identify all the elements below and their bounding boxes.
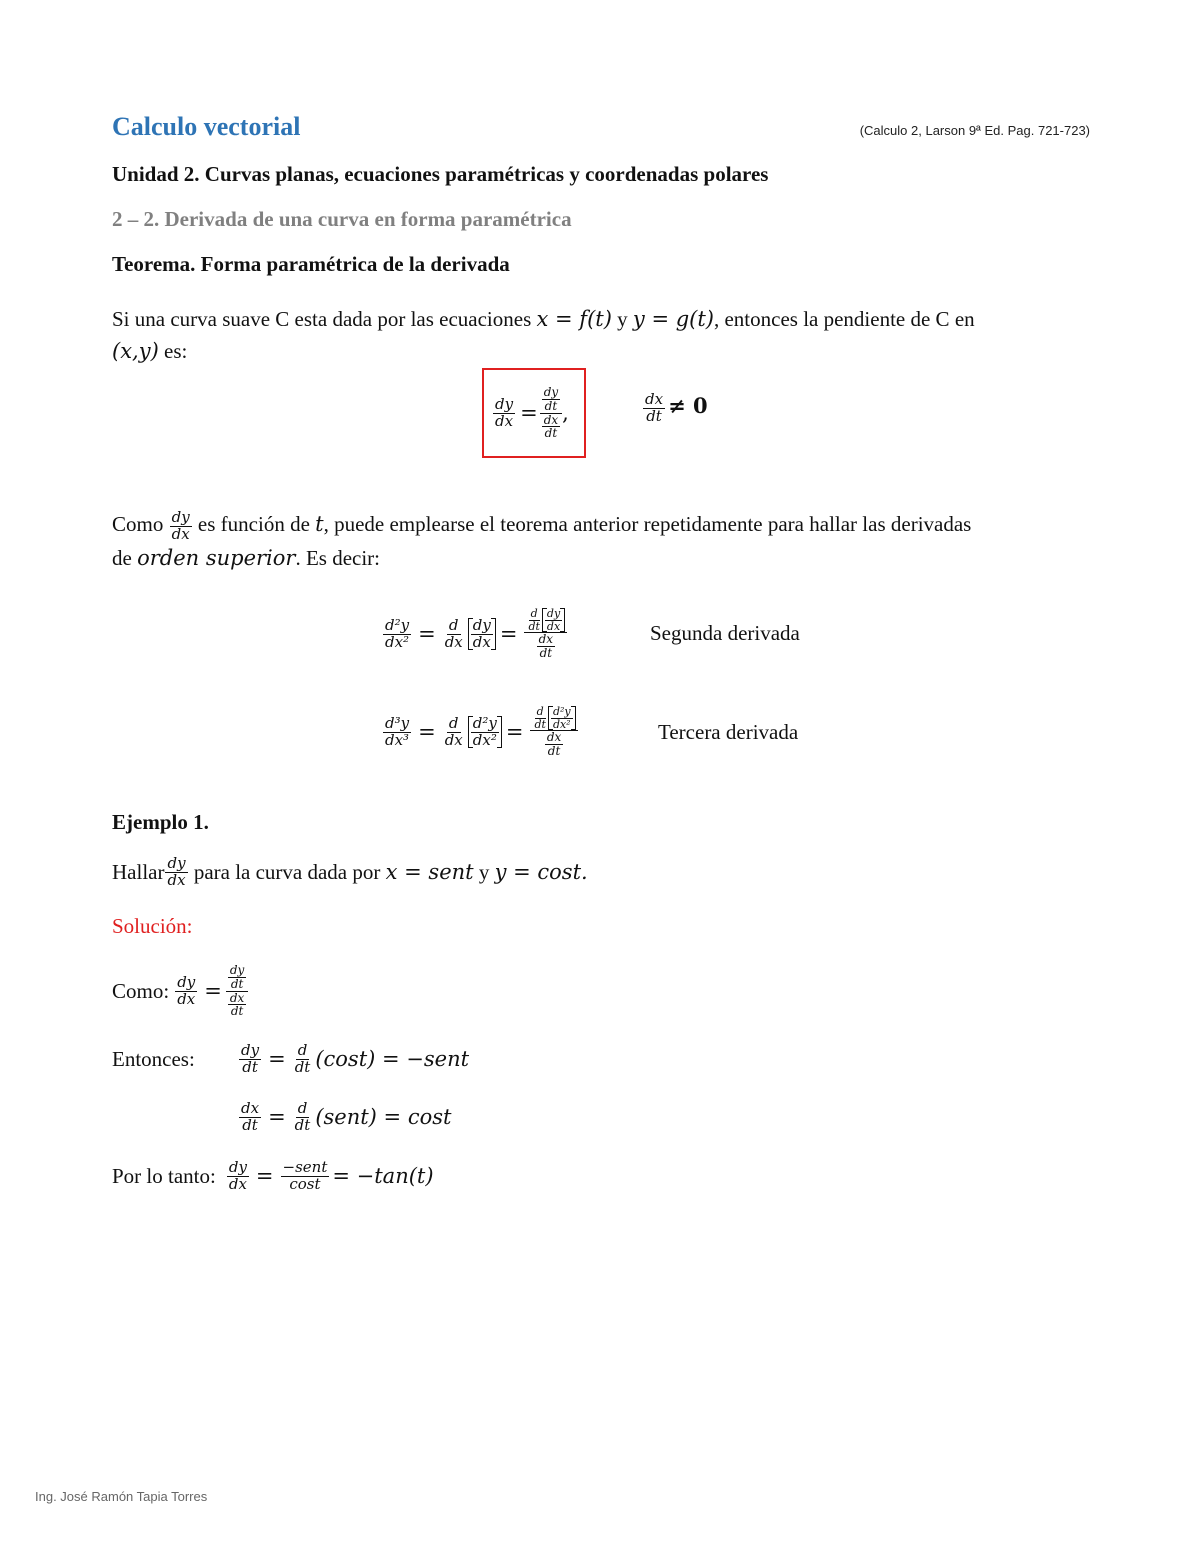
second-derivative-label: Segunda derivada (650, 621, 800, 645)
solution-label: Solución: (112, 914, 193, 938)
formula-dy-dx: $\frac{dy}{dx}$ = $\frac{dy}{dt}$ $\frac{dx}{dt}$ , (495, 385, 569, 441)
example-statement: Hallar dy dx para la curva dada por x = sent y y = cost. (112, 854, 588, 889)
footer-author: Ing. José Ramón Tapia Torres (35, 1489, 208, 1504)
solution-dx-row: $\frac{dx}{dt}$ = $\frac{d}{dt}$ (sent) = cost (241, 1098, 452, 1134)
theorem-paragraph: Si una curva suave C esta dada por las ecuaciones x = f(t) y y = g(t), entonces la pendiente de C en (x,y) es: (112, 307, 975, 363)
eq-y-g-t: y = g(t) (632, 307, 714, 331)
eq-x-f-t: x = f(t) (536, 307, 612, 331)
solution-entonces-row: Entonces: $\frac{dy}{dt}$ = $\frac{d}{dt}$ (cost) = −sent (112, 1040, 470, 1076)
higher-order-paragraph: Como $\frac{dy}{dx}$ es función de t, puede emplearse el teorema anterior repetidamente para hallar las derivadas de orden superior. Es decir: (112, 507, 972, 571)
point-xy: (x,y) (112, 339, 159, 363)
third-derivative-formula: $\frac{\text{d³y}}{\text{dx³}}$ = $\frac{d}{dx}$ d²y dx² = d dt d²y dx² $\frac{dx}{dt}$ (380, 696, 581, 768)
unit-title: Unidad 2. Curvas planas, ecuaciones paramétricas y coordenadas polares (112, 162, 769, 186)
solution-result-row: Por lo tanto: $\frac{dy}{dx}$ = −sent cost = −tan(t) (112, 1157, 434, 1193)
third-derivative-label: Tercera derivada (658, 720, 799, 744)
theorem-title: Teorema. Forma paramétrica de la derivada (112, 252, 510, 276)
second-derivative-formula: $\frac{\text{d²y}}{\text{dx²}}$ = $\frac{d}{dx}$ dy dx = d dt dy dx $\frac{dx}{dt}$ (380, 600, 570, 668)
page-title: Calculo vectorial (112, 112, 301, 141)
example-title: Ejemplo 1. (112, 810, 209, 834)
book-reference: (Calculo 2, Larson 9ª Ed. Pag. 721-723) (859, 123, 1090, 138)
solution-como-row: Como: $\frac{dy}{dx}$ = $\frac{dy}{dt}$ $\frac{dx}{dt}$ (112, 958, 248, 1024)
section-title: 2 – 2. Derivada de una curva en forma paramétrica (112, 207, 572, 231)
formula-condition: $\frac{dx}{dt}$ ≠ 0 (645, 390, 708, 425)
